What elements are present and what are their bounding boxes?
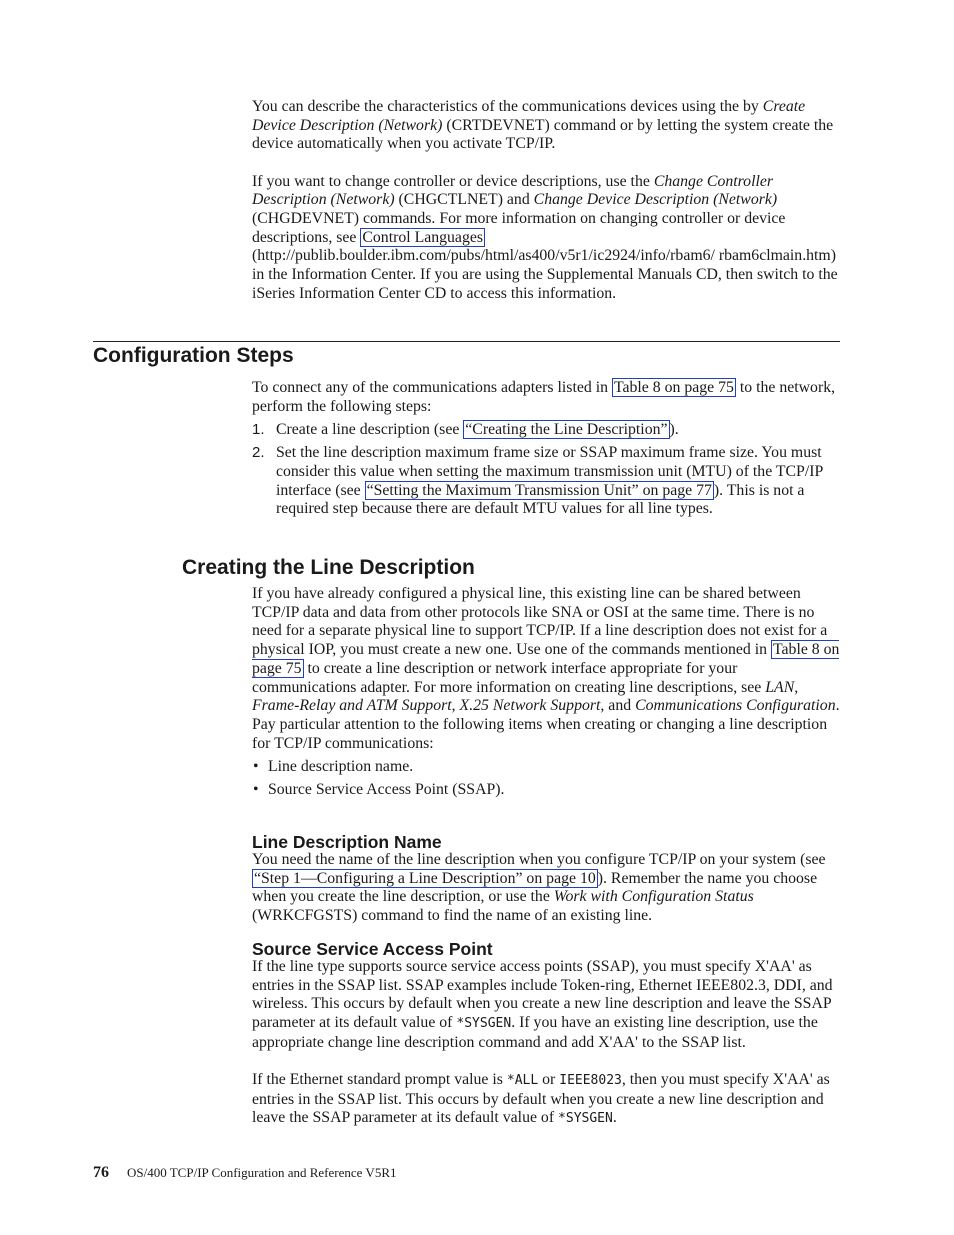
command-title: Work with Configuration Status <box>553 888 754 906</box>
bullet-icon: • <box>253 781 259 799</box>
command-title: Create Device Description (Network) <box>252 98 806 134</box>
ssap-paragraph-2 <box>252 1071 840 1129</box>
text-run: . Pay particular attention to the following items when creating or changing a line description for TCP/IP communications: <box>252 697 840 752</box>
step-item <box>252 444 840 519</box>
configuration-steps-heading: Configuration Steps <box>93 344 294 367</box>
bullet-list <box>252 758 840 800</box>
text-run: , <box>451 697 460 715</box>
creating-line-description-link[interactable]: “Creating the Line Description” <box>465 420 668 438</box>
text-run: You need the name of the line description when you configure TCP/IP on your system (see <box>252 851 826 868</box>
book-title: LAN, Frame-Relay and ATM Support <box>252 678 799 715</box>
table-8-link[interactable]: Table 8 on page 75 <box>252 641 840 677</box>
section-divider <box>93 341 840 342</box>
source-service-access-point-heading: Source Service Access Point <box>252 939 493 959</box>
creating-line-description-section <box>252 585 840 800</box>
text-run: (WRKCFGSTS) command to find the name of an existing line. <box>252 907 653 925</box>
intro-paragraph-1 <box>252 98 840 154</box>
text-run: ). <box>669 420 679 438</box>
line-description-name-paragraph <box>252 851 840 926</box>
step-1-link[interactable]: “Step 1—Configuring a Line Description” on page 10 <box>254 869 596 887</box>
intro-section <box>252 98 840 304</box>
configuration-intro <box>252 379 840 416</box>
list-item <box>252 781 840 800</box>
command-title: Change Device Description (Network) <box>533 191 778 209</box>
text-run: If the line type supports source service access points (SSAP), you must specify X'AA' as entries in the SSAP list. SSAP examples include Token-ring, Ethernet IEEE802.3, DDI, and wireless. This occurs by default when you create a new line description and leave the SSAP parameter at its default value of <box>252 958 833 1032</box>
creating-line-description-heading: Creating the Line Description <box>182 556 475 579</box>
list-item <box>252 758 840 777</box>
text-run: (http://publib.boulder.ibm.com/pubs/html/as400/v5r1/ic2924/info/rbam6/ rbam6clmain.htm) in the Information Center. If you are using the Supplemental Manuals CD, then switch to the iSeries Information Center CD to access this information. <box>252 247 838 302</box>
text-run: . <box>612 1109 617 1127</box>
text-run: Source Service Access Point (SSAP). <box>268 781 505 799</box>
line-description-name-heading: Line Description Name <box>252 832 442 852</box>
bullet-icon: • <box>253 757 259 775</box>
command-title: Change Controller Description (Network) <box>252 172 774 209</box>
intro-paragraph-2 <box>252 173 840 304</box>
line-description-paragraph <box>252 585 840 753</box>
page-number: 76 <box>93 1164 109 1181</box>
control-languages-link[interactable]: Control Languages <box>362 228 484 246</box>
text-run: ). Remember the name you choose when you create the line description, or use the <box>252 869 818 906</box>
step-item <box>252 421 840 440</box>
text-run: Set the line description maximum frame size or SSAP maximum frame size. You must consider this value when setting the maximum transmission unit (MTU) of the TCP/IP interface (see <box>276 444 823 499</box>
text-run: to create a line description or network interface appropriate for your communications adapter. For more information on creating line descriptions, see <box>252 659 766 696</box>
text-run: (CRTDEVNET) command or by letting the system create the device automatically when you activate TCP/IP. <box>252 116 834 153</box>
ssap-section <box>252 958 840 1129</box>
text-run: ). This is not a required step because there are default MTU values for all line types. <box>276 481 805 518</box>
code-value: *SYSGEN <box>558 1111 613 1127</box>
step-number: 2. <box>252 444 265 462</box>
book-title: Communications Configuration <box>635 697 836 715</box>
code-value: IEEE8023 <box>559 1073 622 1089</box>
text-run: If the Ethernet standard prompt value is <box>252 1071 507 1089</box>
line-description-name-section <box>252 851 840 926</box>
setting-mtu-link[interactable]: “Setting the Maximum Transmission Unit” on page 77 <box>366 481 712 499</box>
text-run: Create a line description (see <box>276 420 464 438</box>
text-run: If you want to change controller or device descriptions, use the <box>252 172 654 190</box>
text-run: or <box>538 1071 560 1089</box>
text-run: (CHGDEVNET) commands. For more information on changing controller or device descriptions, see <box>252 210 786 246</box>
table-8-link[interactable]: Table 8 on page 75 <box>613 379 734 396</box>
page-footer <box>93 1164 396 1182</box>
step-number: 1. <box>252 420 265 438</box>
text-run: to the network, perform the following steps: <box>252 379 836 415</box>
ssap-paragraph-1 <box>252 958 840 1053</box>
text-run: (CHGCTLNET) and <box>394 191 534 209</box>
text-run: You can describe the characteristics of the communications devices using the by <box>252 98 763 115</box>
code-value: *SYSGEN <box>456 1016 512 1032</box>
text-run: , then you must specify X'AA' as entries in the SSAP list. This occurs by default when you create a new line description and leave the SSAP parameter at its default value of <box>252 1071 830 1127</box>
configuration-steps-section <box>252 379 840 519</box>
text-run: , and <box>600 697 636 715</box>
text-run: . If you have an existing line description, use the appropriate change line description command and add X'AA' to the SSAP list. <box>252 1014 818 1051</box>
book-title: X.25 Network Support <box>459 697 601 715</box>
book-title-footer: OS/400 TCP/IP Configuration and Reference V5R1 <box>127 1165 397 1180</box>
text-run: To connect any of the communications adapters listed in <box>252 379 612 396</box>
text-run: If you have already configured a physical line, this existing line can be shared between TCP/IP data and data from other protocols like SNA or OSI at the same time. There is no need for a separate physical line to support TCP/IP. If a line description does not exist for a physical IOP, you must create a new one. Use one of the commands mentioned in <box>252 585 828 659</box>
text-run: Line description name. <box>268 757 414 775</box>
steps-list <box>252 421 840 519</box>
code-value: *ALL <box>506 1073 539 1089</box>
